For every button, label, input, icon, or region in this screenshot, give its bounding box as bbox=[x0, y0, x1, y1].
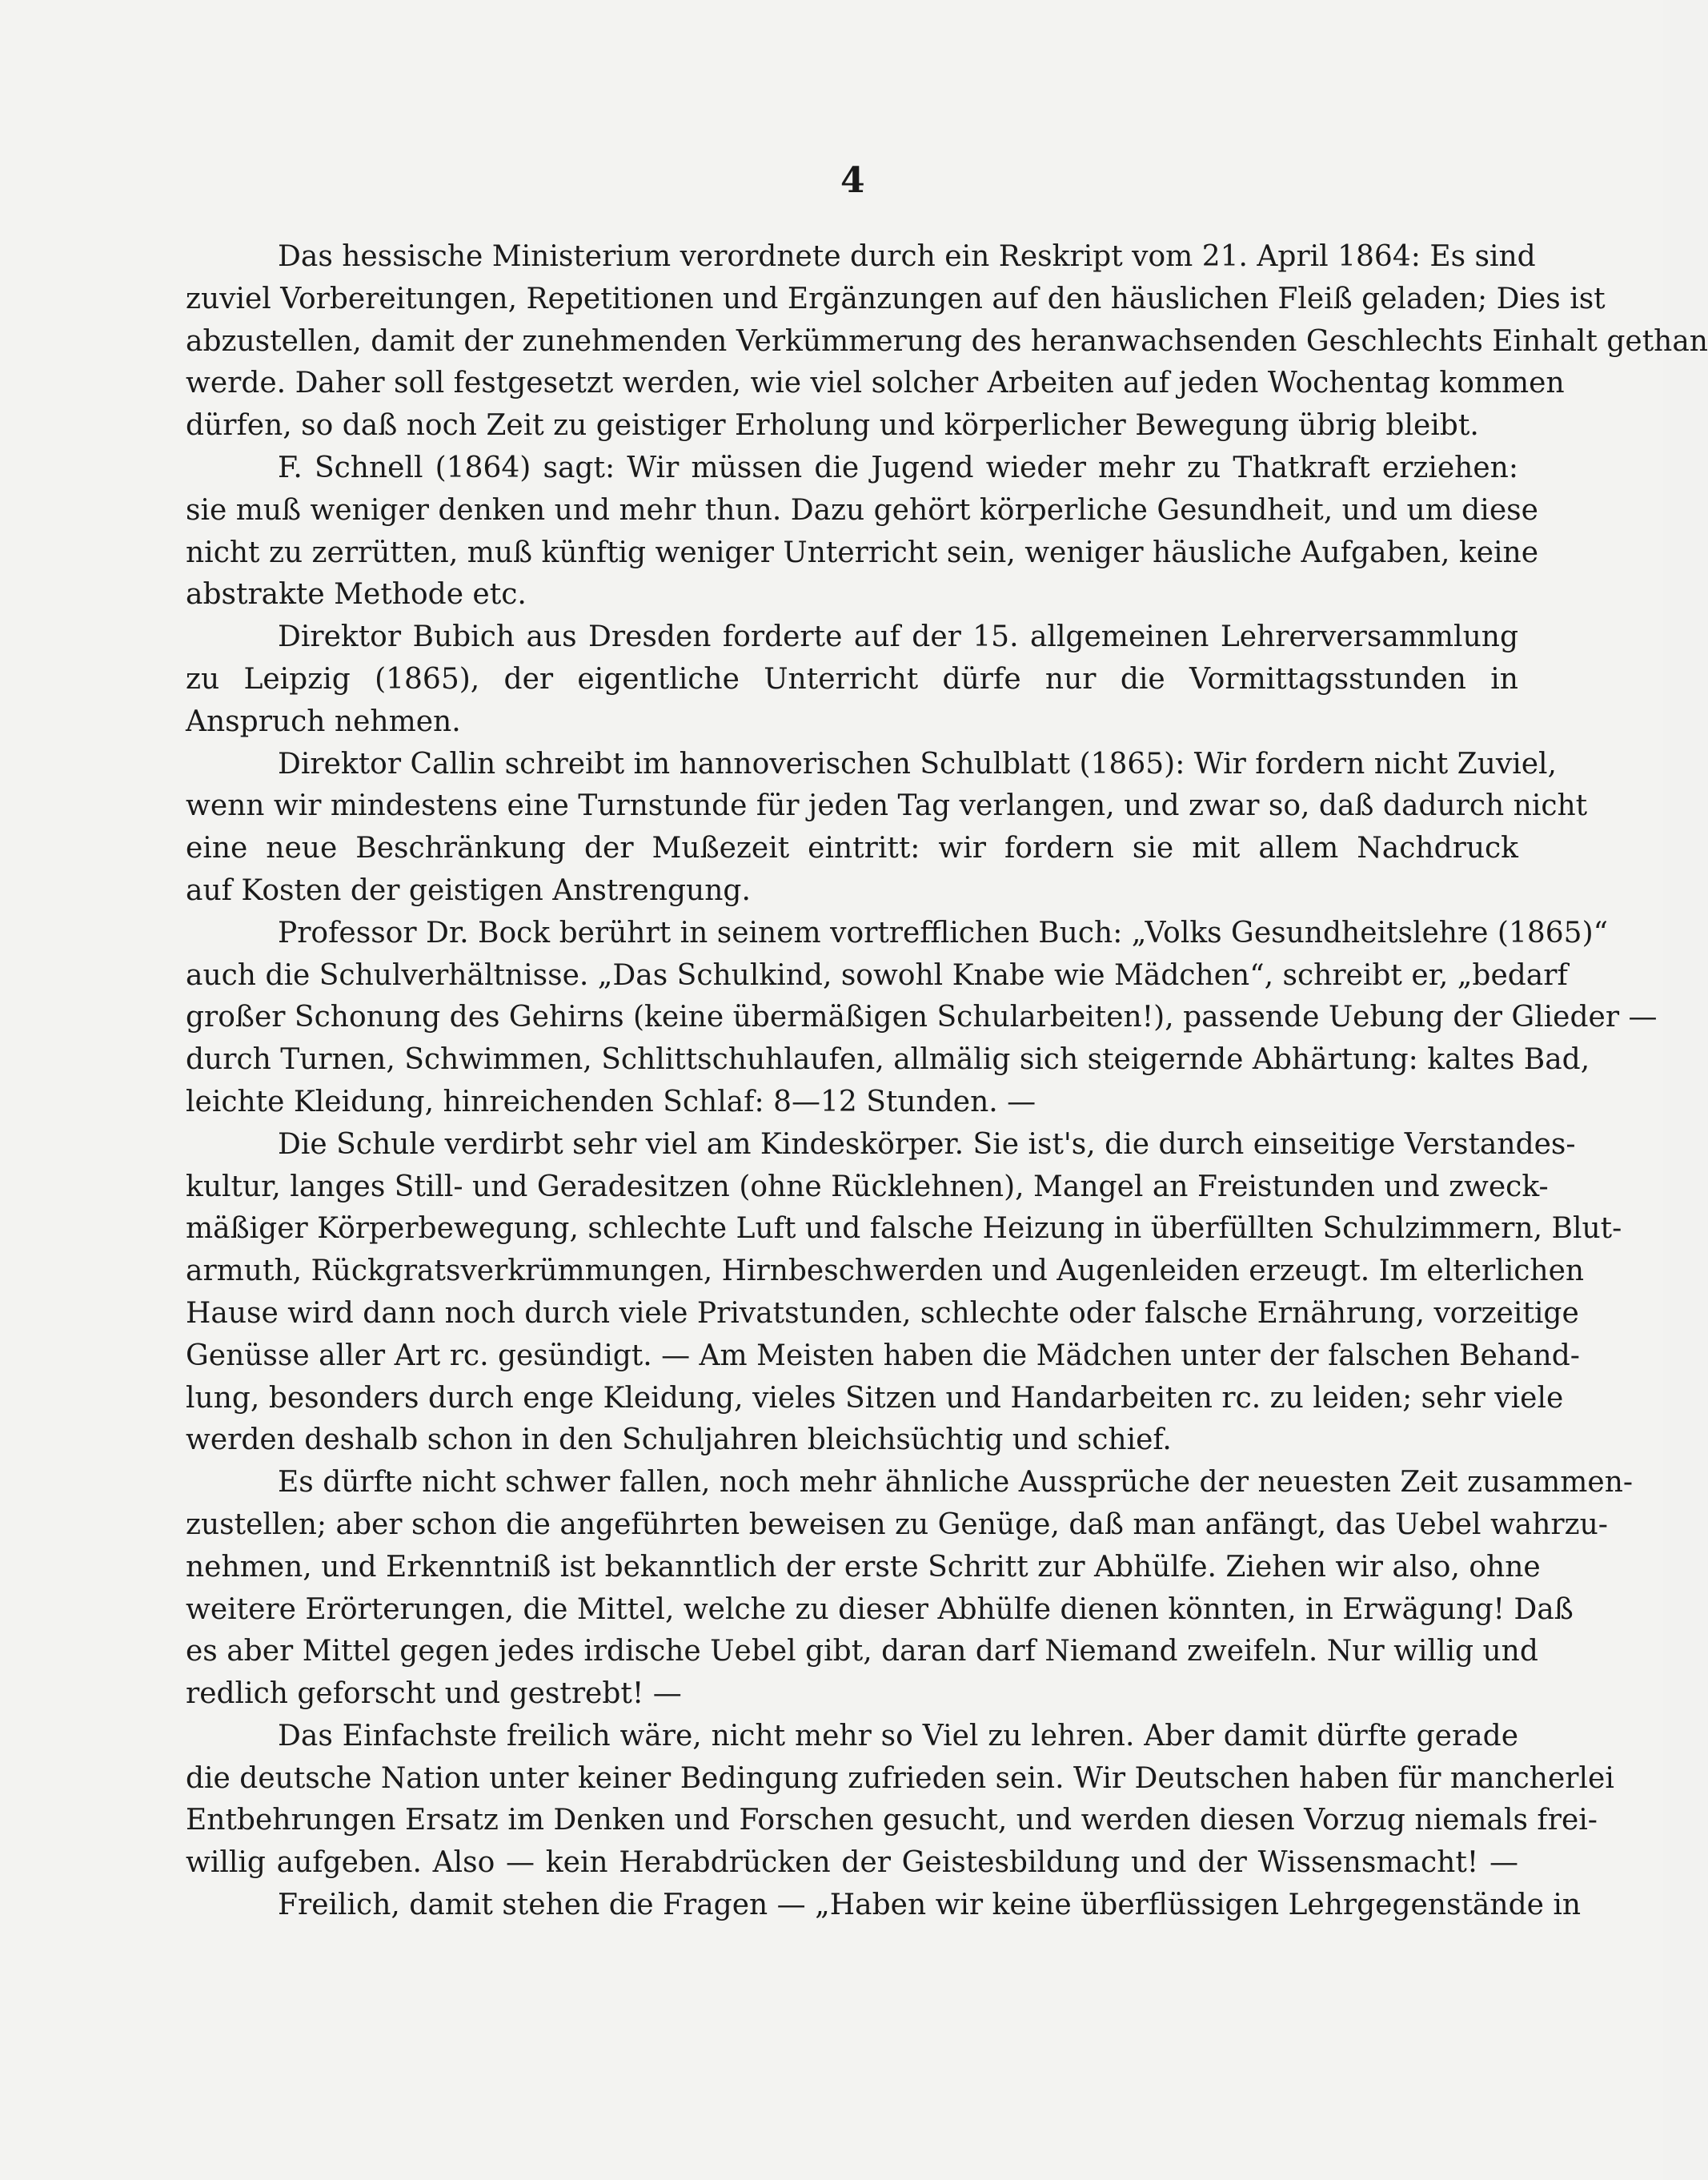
text-line: Das Einfachste freilich wäre, nicht mehr so Viel zu lehren. Aber damit dürfte gerade bbox=[278, 1719, 1518, 1752]
text-line: Freilich, damit stehen die Fragen — „Haben wir keine überflüssigen Lehrgegenstände in bbox=[278, 1889, 1582, 1922]
text-line: großer Schonung des Gehirns (keine übermäßigen Schularbeiten!), passende Uebung der Glieder — bbox=[186, 1001, 1658, 1034]
text-line: kultur, langes Still- und Geradesitzen (ohne Rücklehnen), Mangel an Freistunden und zweck- bbox=[186, 1170, 1549, 1203]
text-line: abstrakte Methode etc. bbox=[186, 578, 527, 612]
text-line: auf Kosten der geistigen Anstrengung. bbox=[186, 873, 751, 907]
text-line: redlich geforscht und gestrebt! — bbox=[186, 1677, 682, 1711]
text-line: werde. Daher soll festgesetzt werden, wie viel solcher Arbeiten auf jeden Wochentag kommen bbox=[186, 367, 1565, 400]
text-line: Genüsse aller Art rc. gesündigt. — Am Meisten haben die Mädchen unter der falschen Behand- bbox=[186, 1339, 1580, 1372]
text-line: Anspruch nehmen. bbox=[186, 705, 461, 738]
text-line: armuth, Rückgratsverkrümmungen, Hirnbeschwerden und Augenleiden erzeugt. Im elterlichen bbox=[186, 1255, 1585, 1288]
text-line: werden deshalb schon in den Schuljahren bleichsüchtig und schief. bbox=[186, 1423, 1172, 1457]
text-line: die deutsche Nation unter keiner Bedingung zufrieden sein. Wir Deutschen haben für mancherlei bbox=[186, 1761, 1614, 1795]
text-line: zuviel Vorbereitungen, Repetitionen und Ergänzungen auf den häuslichen Fleiß geladen; Dies ist bbox=[186, 282, 1606, 315]
text-line: willig aufgeben. Also — kein Herabdrücken der Geistesbildung und der Wissensmacht! — bbox=[186, 1846, 1518, 1880]
text-line: Entbehrungen Ersatz im Denken und Forschen gesucht, und werden diesen Vorzug niemals frei- bbox=[186, 1804, 1598, 1837]
text-line: lung, besonders durch enge Kleidung, vieles Sitzen und Handarbeiten rc. zu leiden; sehr viele bbox=[186, 1381, 1564, 1415]
text-line: Professor Dr. Bock berührt in seinem vortrefflichen Buch: „Volks Gesundheitslehre (1865)“ bbox=[278, 916, 1609, 949]
text-line: mäßiger Körperbewegung, schlechte Luft und falsche Heizung in überfüllten Schulzimmern, Blut- bbox=[186, 1212, 1622, 1246]
text-line: Direktor Callin schreibt im hannoverischen Schulblatt (1865): Wir fordern nicht Zuviel, bbox=[278, 747, 1557, 781]
text-line: Es dürfte nicht schwer fallen, noch mehr ähnliche Aussprüche der neuesten Zeit zusammen- bbox=[278, 1466, 1634, 1500]
text-line: Das hessische Ministerium verordnete durch ein Reskript vom 21. April 1864: Es sind bbox=[278, 240, 1536, 273]
text-line: Die Schule verdirbt sehr viel am Kindeskörper. Sie ist's, die durch einseitige Verstandes- bbox=[278, 1127, 1576, 1161]
text-line: dürfen, so daß noch Zeit zu geistiger Erholung und körperlicher Bewegung übrig bleibt. bbox=[186, 409, 1479, 443]
page-number: 4 bbox=[840, 160, 865, 201]
text-line: Direktor Bubich aus Dresden forderte auf der 15. allgemeinen Lehrerversammlung bbox=[278, 620, 1518, 654]
body-text bbox=[186, 236, 1708, 1927]
text-line: auch die Schulverhältnisse. „Das Schulkind, sowohl Knabe wie Mädchen“, schreibt er, „bedarf bbox=[186, 958, 1568, 992]
text-line: eine neue Beschränkung der Mußezeit eintritt: wir fordern sie mit allem Nachdruck bbox=[186, 832, 1518, 865]
text-line: abzustellen, damit der zunehmenden Verkümmerung des heranwachsenden Geschlechts Einhalt gethan bbox=[186, 324, 1708, 358]
text-line: sie muß weniger denken und mehr thun. Dazu gehört körperliche Gesundheit, und um diese bbox=[186, 493, 1538, 527]
text-line: nehmen, und Erkenntniß ist bekanntlich der erste Schritt zur Abhülfe. Ziehen wir also, ohne bbox=[186, 1550, 1541, 1584]
text-line: durch Turnen, Schwimmen, Schlittschuhlaufen, allmälig sich steigernde Abhärtung: kaltes Bad, bbox=[186, 1043, 1590, 1077]
text-line: wenn wir mindestens eine Turnstunde für jeden Tag verlangen, und zwar so, daß dadurch nicht bbox=[186, 789, 1588, 823]
text-line: F. Schnell (1864) sagt: Wir müssen die Jugend wieder mehr zu Thatkraft erziehen: bbox=[278, 451, 1518, 484]
text-line: Hause wird dann noch durch viele Privatstunden, schlechte oder falsche Ernährung, vorzeitige bbox=[186, 1296, 1579, 1330]
text-line: zustellen; aber schon die angeführten beweisen zu Genüge, daß man anfängt, das Uebel wahrzu- bbox=[186, 1508, 1608, 1541]
text-line: zu Leipzig (1865), der eigentliche Unterricht dürfe nur die Vormittagsstunden in bbox=[186, 662, 1518, 696]
text-line: es aber Mittel gegen jedes irdische Uebel gibt, daran darf Niemand zweifeln. Nur willig und bbox=[186, 1635, 1538, 1668]
text-line: weitere Erörterungen, die Mittel, welche zu dieser Abhülfe dienen könnten, in Erwägung! Daß bbox=[186, 1592, 1574, 1626]
text-line: leichte Kleidung, hinreichenden Schlaf: 8—12 Stunden. — bbox=[186, 1085, 1036, 1118]
text-line: nicht zu zerrütten, muß künftig weniger Unterricht sein, weniger häusliche Aufgaben, keine bbox=[186, 536, 1539, 569]
